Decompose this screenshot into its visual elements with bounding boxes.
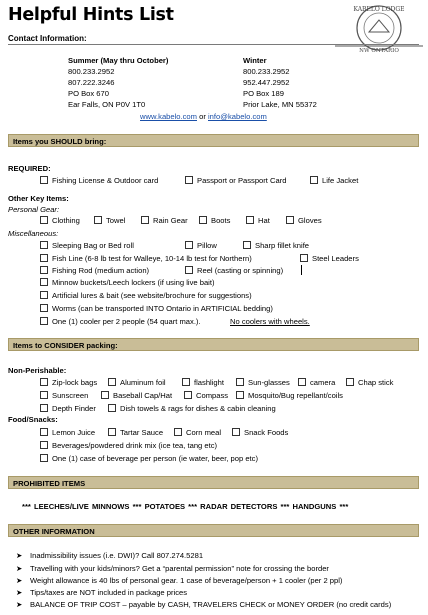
arrow-bullet-icon: ➤	[16, 588, 23, 597]
other-info-title: OTHER INFORMATION	[13, 527, 95, 536]
summer-phone-2: 807.222.3246	[68, 78, 115, 87]
checklist-item[interactable]: Passport or Passport Card	[185, 176, 286, 185]
info-text: Inadmissibility issues (i.e. DWI)? Call 807.274.5281	[30, 551, 204, 560]
checklist-item[interactable]: Towel	[94, 216, 125, 225]
checklist-item[interactable]: Beverages/powdered drink mix (ice tea, tang etc)	[40, 441, 217, 450]
svg-text:NW ONTARIO: NW ONTARIO	[359, 48, 399, 54]
checklist-item[interactable]: Pillow	[185, 241, 217, 250]
web-or: or	[199, 112, 206, 121]
checklist-item[interactable]: Mosquito/Bug repellant/coils	[236, 391, 343, 400]
page-title: Helpful Hints List	[8, 5, 174, 25]
info-text: Travelling with your kids/minors? Get a “parental permission” note for crossing the border	[30, 564, 329, 573]
checklist-item[interactable]: Tartar Sauce	[108, 428, 163, 437]
checklist-item[interactable]: Lemon Juice	[40, 428, 95, 437]
consider-title: Items to CONSIDER packing:	[13, 341, 118, 350]
checklist-item[interactable]: One (1) case of beverage per person (ie water, beer, pop etc)	[40, 454, 258, 463]
checklist-item[interactable]: Worms (can be transported INTO Ontario in ARTIFICIAL bedding)	[40, 304, 273, 313]
web-contact	[140, 112, 267, 121]
summer-contact	[68, 55, 168, 110]
summer-city: Ear Falls, ON P0V 1T0	[68, 100, 146, 109]
prohibited-bar	[8, 476, 419, 489]
checklist-item[interactable]: Dish towels & rags for dishes & cabin cleaning	[108, 404, 276, 413]
divider	[8, 44, 419, 45]
info-text: Tips/taxes are NOT included in package prices	[30, 588, 188, 597]
website-link[interactable]: www.kabelo.com	[140, 112, 197, 121]
summer-heading: Summer (May thru October)	[68, 56, 169, 65]
other-key-items-label: Other Key Items:	[8, 194, 69, 203]
required-label: REQUIRED:	[8, 164, 51, 173]
arrow-bullet-icon: ➤	[16, 551, 23, 560]
checklist-item[interactable]: Gloves	[286, 216, 322, 225]
checklist-item[interactable]: Aluminum foil	[108, 378, 166, 387]
checklist-item[interactable]: Baseball Cap/Hat	[101, 391, 172, 400]
checklist-item[interactable]: flashlight	[182, 378, 224, 387]
checklist-item[interactable]: Steel Leaders	[300, 254, 359, 263]
email-link[interactable]: info@kabelo.com	[208, 112, 267, 121]
checklist-item[interactable]: One (1) cooler per 2 people (54 quart max.).	[40, 317, 201, 326]
winter-city: Prior Lake, MN 55372	[243, 100, 317, 109]
checklist-item[interactable]: Sharp fillet knife	[243, 241, 309, 250]
info-bullet	[16, 600, 391, 609]
arrow-bullet-icon: ➤	[16, 600, 23, 609]
checklist-item[interactable]: Clothing	[40, 216, 80, 225]
svg-text:KABELO LODGE: KABELO LODGE	[353, 6, 405, 13]
checklist-item[interactable]: Compass	[184, 391, 228, 400]
info-bullet	[16, 588, 187, 597]
text-cursor	[301, 265, 302, 275]
consider-bar	[8, 338, 419, 351]
summer-phone-1: 800.233.2952	[68, 67, 115, 76]
checklist-item[interactable]: Corn meal	[174, 428, 221, 437]
arrow-bullet-icon: ➤	[16, 576, 23, 585]
food-snacks-label: Food/Snacks:	[8, 415, 58, 424]
checklist-item[interactable]: Life Jacket	[310, 176, 358, 185]
info-text: BALANCE OF TRIP COST – payable by CASH, TRAVELERS CHECK or MONEY ORDER (no credit cards)	[30, 600, 392, 609]
info-bullet	[16, 564, 329, 573]
info-text: Weight allowance is 40 lbs of personal gear. 1 case of beverage/person + 1 cooler (per 2 ppl)	[30, 576, 343, 585]
should-bring-title: Items you SHOULD bring:	[13, 137, 107, 146]
checklist-item[interactable]: Artificial lures & bait (see website/brochure for suggestions)	[40, 291, 252, 300]
checklist-item[interactable]: Chap stick	[346, 378, 393, 387]
checklist-item[interactable]: Reel (casting or spinning)	[185, 266, 283, 275]
winter-contact	[243, 55, 317, 110]
checklist-item[interactable]: Snack Foods	[232, 428, 288, 437]
checklist-item[interactable]: Sunscreen	[40, 391, 88, 400]
arrow-bullet-icon: ➤	[16, 564, 23, 573]
info-bullet	[16, 551, 203, 560]
checklist-item[interactable]: Zip-lock bags	[40, 378, 97, 387]
checklist-item[interactable]: Fish Line (6-8 lb test for Walleye, 10-14 lb test for Northern)	[40, 254, 252, 263]
contact-label: Contact Information:	[8, 34, 87, 43]
winter-heading: Winter	[243, 56, 267, 65]
checklist-item[interactable]: Fishing License & Outdoor card	[40, 176, 158, 185]
prohibited-title: PROHIBITED ITEMS	[13, 479, 86, 488]
checklist-item[interactable]: Sleeping Bag or Bed roll	[40, 241, 134, 250]
checklist-item[interactable]: Sun-glasses	[236, 378, 290, 387]
checklist-item[interactable]: Rain Gear	[141, 216, 188, 225]
prohibited-items-line: *** LEECHES/LIVE MINNOWS *** POTATOES *** RADAR DETECTORS *** HANDGUNS ***	[22, 502, 349, 511]
checklist-item[interactable]: Boots	[199, 216, 230, 225]
no-wheels-note: No coolers with wheels.	[230, 317, 310, 326]
checklist-item[interactable]: camera	[298, 378, 335, 387]
checklist-item[interactable]: Depth Finder	[40, 404, 96, 413]
non-perishable-label: Non-Perishable:	[8, 366, 67, 375]
kabelo-lodge-logo	[333, 2, 425, 54]
info-bullet	[16, 576, 342, 585]
checklist-item[interactable]: Minnow buckets/Leech lockers (if using live bait)	[40, 278, 215, 287]
checklist-item[interactable]: Fishing Rod (medium action)	[40, 266, 149, 275]
miscellaneous-label: Miscellaneous:	[8, 229, 59, 238]
winter-phone-2: 952.447.2952	[243, 78, 290, 87]
winter-phone-1: 800.233.2952	[243, 67, 290, 76]
checklist-item[interactable]: Hat	[246, 216, 270, 225]
summer-po-box: PO Box 670	[68, 89, 109, 98]
personal-gear-label: Personal Gear:	[8, 205, 60, 214]
should-bring-bar	[8, 134, 419, 147]
other-info-bar	[8, 524, 419, 537]
winter-po-box: PO Box 189	[243, 89, 284, 98]
